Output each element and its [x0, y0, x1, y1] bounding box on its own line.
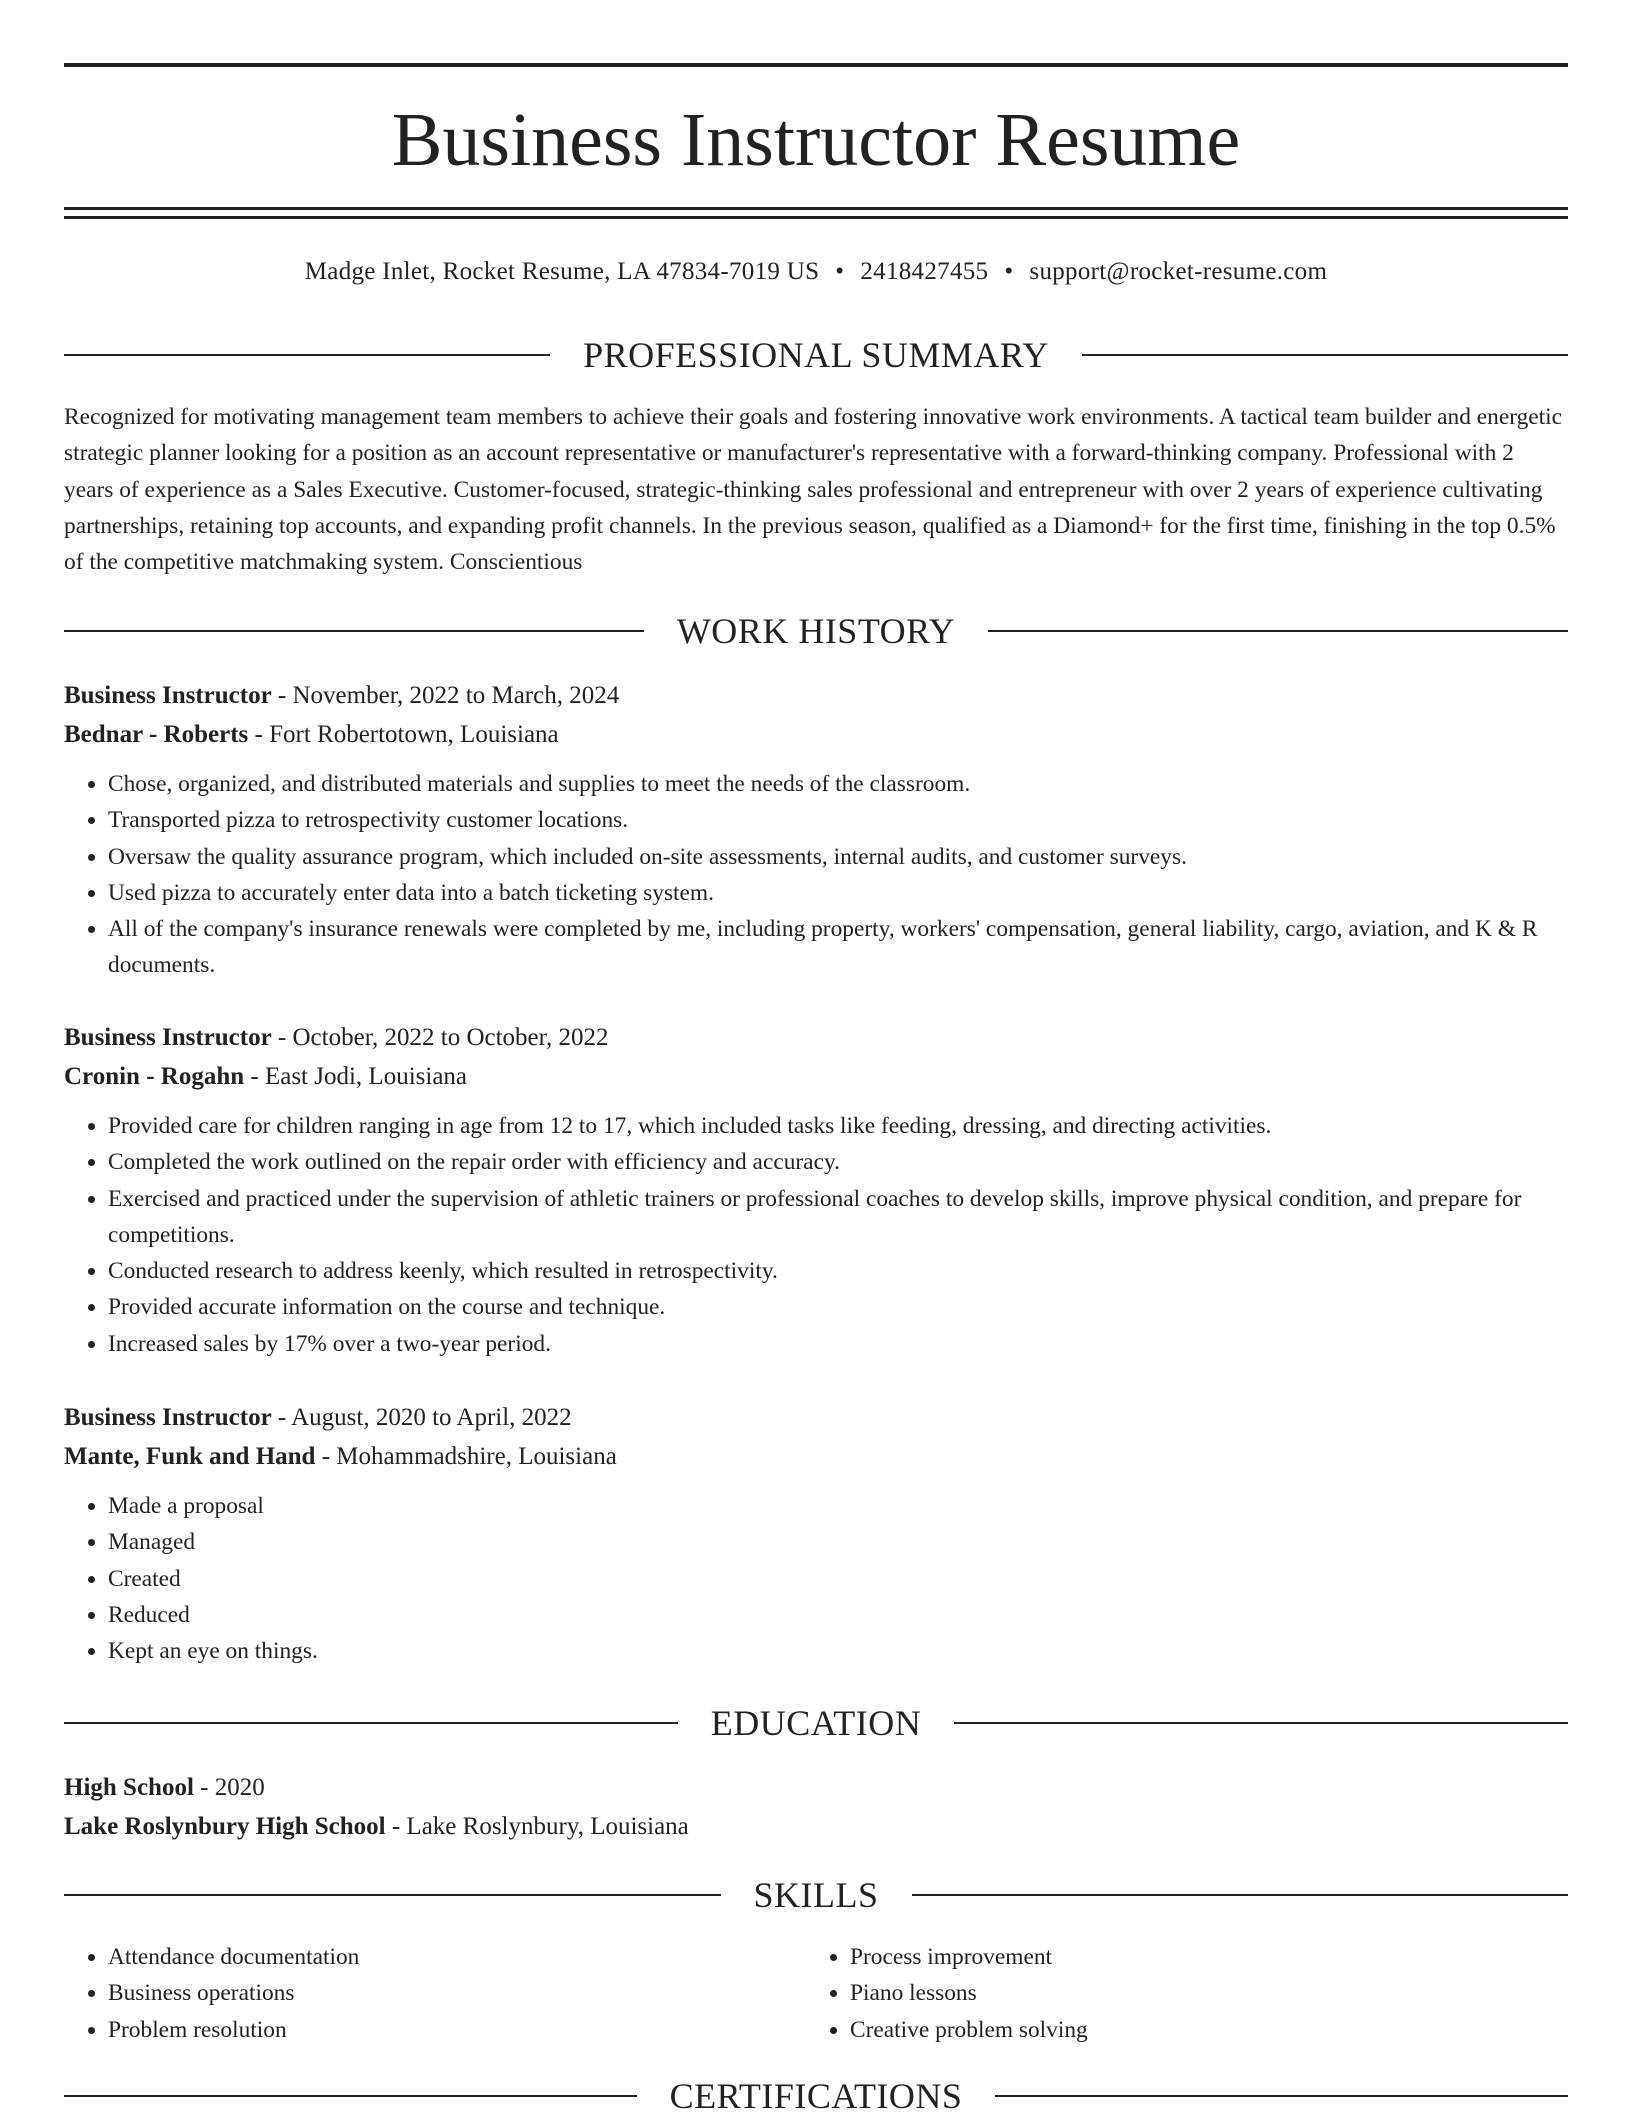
job-company: Mante, Funk and Hand	[64, 1443, 316, 1470]
divider-line	[64, 1894, 721, 1896]
job-title-line	[64, 1018, 1568, 1057]
skills-list	[64, 1939, 1568, 2048]
job-company: Cronin - Rogahn	[64, 1063, 245, 1090]
education-school: Lake Roslynbury High School	[64, 1813, 386, 1840]
top-rule	[64, 63, 1568, 67]
job-company-line	[64, 1057, 1568, 1096]
job-location: - Mohammadshire, Louisiana	[315, 1443, 617, 1470]
list-item: • Reduced	[108, 1597, 1568, 1633]
divider-line	[64, 2095, 637, 2097]
contact-separator: •	[835, 258, 845, 285]
list-item: • Chose, organized, and distributed materials and supplies to meet the needs of the classroom.	[108, 766, 1568, 802]
section-title-work-history: WORK HISTORY	[676, 611, 956, 651]
divider-line	[64, 630, 644, 632]
skill-item: • Problem resolution	[108, 2012, 806, 2048]
section-header-summary	[64, 333, 1568, 377]
divider-line	[1082, 354, 1568, 356]
contact-line	[64, 255, 1568, 289]
section-header-education	[64, 1701, 1568, 1745]
list-item: • Used pizza to accurately enter data into a batch ticketing system.	[108, 875, 1568, 911]
job-dates: - November, 2022 to March, 2024	[271, 682, 620, 709]
job-entry	[64, 676, 1568, 984]
summary-text: Recognized for motivating management team members to achieve their goals and fostering innovative work environments. A tactical team builder and energetic strategic planner looking for a position as an account representative or manufacturer's representative with a forward-thinking company. Professional with 2 years of experience as a Sales Executive. Customer-focused, strategic-thinking sales professional and entrepreneur with over 2 years of experience cultivating partnerships, retaining top accounts, and expanding profit channels. In the previous season, qualified as a Diamond+ for the first time, finishing in the top 0.5% of the competitive matchmaking system. Conscientious	[64, 404, 1563, 576]
section-title-skills: SKILLS	[753, 1875, 879, 1915]
job-bullets	[64, 1108, 1568, 1362]
skill-item: • Process improvement	[850, 1939, 1548, 1975]
list-item: • Created	[108, 1561, 1568, 1597]
education-entry	[64, 1768, 1568, 1846]
contact-phone: 2418427455	[860, 258, 989, 285]
list-item: • Increased sales by 17% over a two-year period.	[108, 1326, 1568, 1362]
divider-line	[912, 1894, 1569, 1896]
list-item: • Transported pizza to retrospectivity customer locations.	[108, 802, 1568, 838]
education-year: - 2020	[193, 1774, 265, 1801]
divider-line	[954, 1722, 1568, 1724]
contact-email: support@rocket-resume.com	[1029, 258, 1328, 285]
job-entry	[64, 1398, 1568, 1669]
list-item: • Made a proposal	[108, 1488, 1568, 1524]
list-item: • Conducted research to address keenly, which resulted in retrospectivity.	[108, 1253, 1568, 1289]
skills-column-left	[64, 1939, 806, 2048]
job-title: Business Instructor	[64, 682, 272, 709]
list-item: • Managed	[108, 1524, 1568, 1560]
job-dates: - October, 2022 to October, 2022	[271, 1024, 609, 1051]
job-dates: - August, 2020 to April, 2022	[271, 1404, 572, 1431]
resume-title: Business Instructor Resume	[391, 98, 1241, 182]
job-company: Bednar - Roberts	[64, 721, 249, 748]
job-entry	[64, 1018, 1568, 1362]
job-title-line	[64, 676, 1568, 715]
section-header-certifications	[64, 2074, 1568, 2118]
job-bullets	[64, 1488, 1568, 1669]
divider-line	[64, 354, 550, 356]
list-item: • All of the company's insurance renewals were completed by me, including property, workers' compensation, general liability, cargo, aviation, and K & R documents.	[108, 911, 1568, 984]
section-title-summary: PROFESSIONAL SUMMARY	[583, 335, 1049, 375]
job-company-line	[64, 1437, 1568, 1476]
list-item: • Kept an eye on things.	[108, 1633, 1568, 1669]
section-title-certifications: CERTIFICATIONS	[669, 2076, 963, 2116]
contact-address: Madge Inlet, Rocket Resume, LA 47834-7019 US	[304, 258, 820, 285]
section-header-work-history	[64, 609, 1568, 653]
job-location: - East Jodi, Louisiana	[244, 1063, 468, 1090]
section-title-education: EDUCATION	[710, 1703, 922, 1743]
education-degree-line	[64, 1768, 1568, 1807]
title-rule-lower	[64, 216, 1568, 219]
skill-item: • Creative problem solving	[850, 2012, 1548, 2048]
divider-line	[995, 2095, 1568, 2097]
list-item: • Exercised and practiced under the supervision of athletic trainers or professional coaches to develop skills, improve physical condition, and prepare for competitions.	[108, 1181, 1568, 1254]
job-bullets	[64, 766, 1568, 984]
education-degree: High School	[64, 1774, 194, 1801]
divider-line	[64, 1722, 678, 1724]
job-title: Business Instructor	[64, 1024, 272, 1051]
skill-item: • Piano lessons	[850, 1975, 1548, 2011]
title-rule-upper	[64, 207, 1568, 210]
education-school-line	[64, 1807, 1568, 1846]
education-location: - Lake Roslynbury, Louisiana	[385, 1813, 689, 1840]
job-location: - Fort Robertotown, Louisiana	[248, 721, 559, 748]
contact-separator: •	[1004, 258, 1014, 285]
divider-line	[988, 630, 1568, 632]
list-item: • Provided care for children ranging in age from 12 to 17, which included tasks like feeding, dressing, and directing activities.	[108, 1108, 1568, 1144]
skill-item: • Attendance documentation	[108, 1939, 806, 1975]
job-title: Business Instructor	[64, 1404, 272, 1431]
list-item: • Completed the work outlined on the repair order with efficiency and accuracy.	[108, 1144, 1568, 1180]
skill-item: • Business operations	[108, 1975, 806, 2011]
skills-column-right	[806, 1939, 1548, 2048]
list-item: • Provided accurate information on the course and technique.	[108, 1289, 1568, 1325]
job-company-line	[64, 715, 1568, 754]
job-title-line	[64, 1398, 1568, 1437]
list-item: • Oversaw the quality assurance program, which included on-site assessments, internal audits, and customer surveys.	[108, 839, 1568, 875]
section-header-skills	[64, 1873, 1568, 1917]
